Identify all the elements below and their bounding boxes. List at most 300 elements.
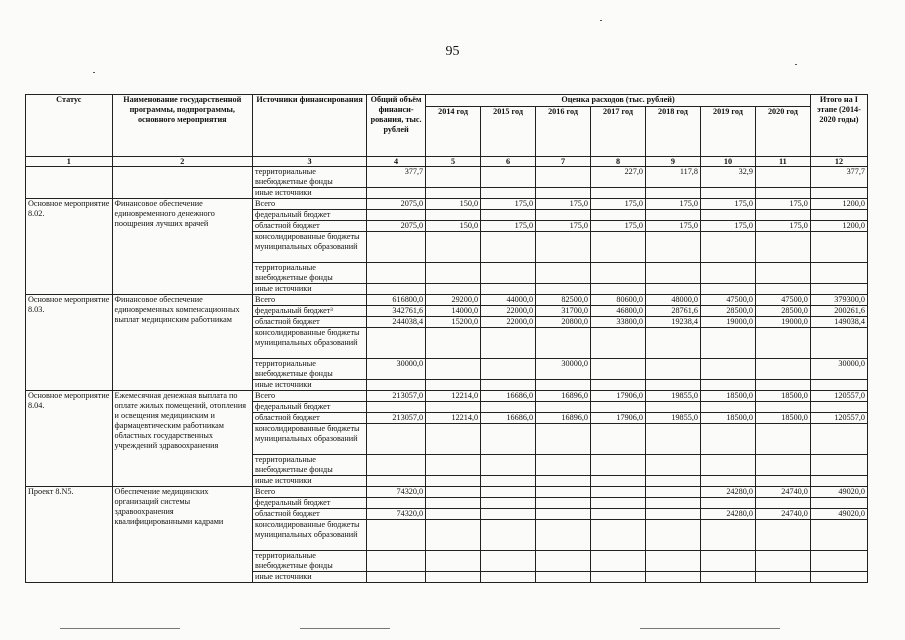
source-cell: областной бюджет [253, 509, 367, 520]
year-value-cell [645, 380, 700, 391]
year-value-cell [426, 328, 481, 359]
source-cell: консолидированные бюджеты муниципальных образований [253, 232, 367, 263]
year-value-cell [536, 188, 591, 199]
stage-total-cell: 30000,0 [810, 359, 867, 380]
year-value-cell [426, 551, 481, 572]
year-value-cell [645, 359, 700, 380]
year-value-cell [481, 328, 536, 359]
year-value-cell [481, 188, 536, 199]
stage-total-cell [810, 572, 867, 583]
year-value-cell: 175,0 [591, 199, 646, 210]
stage-total-cell: 49020,0 [810, 487, 867, 498]
year-value-cell [700, 424, 755, 455]
year-value-cell [700, 520, 755, 551]
source-cell: федеральный бюджет [253, 498, 367, 509]
year-value-cell [591, 424, 646, 455]
year-value-cell [426, 188, 481, 199]
year-value-cell [426, 476, 481, 487]
year-value-cell [591, 520, 646, 551]
year-value-cell: 227,0 [591, 167, 646, 188]
year-value-cell [591, 455, 646, 476]
year-value-cell: 24280,0 [700, 509, 755, 520]
year-value-cell: 44000,0 [481, 295, 536, 306]
year-value-cell: 28500,0 [755, 306, 810, 317]
total-value-cell: 2075,0 [367, 199, 426, 210]
year-value-cell [481, 509, 536, 520]
year-value-cell [426, 210, 481, 221]
year-value-cell [645, 402, 700, 413]
year-value-cell: 18500,0 [700, 391, 755, 402]
year-value-cell [481, 232, 536, 263]
year-value-cell: 82500,0 [536, 295, 591, 306]
table-row [26, 487, 868, 498]
year-value-cell [536, 380, 591, 391]
col-number: 1 [26, 157, 113, 167]
year-value-cell: 16896,0 [536, 391, 591, 402]
total-value-cell [367, 328, 426, 359]
name-cell [112, 167, 253, 199]
total-value-cell [367, 188, 426, 199]
year-value-cell [645, 188, 700, 199]
col-number: 8 [591, 157, 646, 167]
year-value-cell: 19855,0 [645, 413, 700, 424]
stage-total-cell: 377,7 [810, 167, 867, 188]
col-number: 5 [426, 157, 481, 167]
stage-total-cell [810, 551, 867, 572]
year-value-cell: 175,0 [536, 199, 591, 210]
source-cell: иные источники [253, 188, 367, 199]
scan-artifact [600, 20, 602, 21]
year-value-cell [645, 424, 700, 455]
year-value-cell [481, 572, 536, 583]
total-value-cell: 244038,4 [367, 317, 426, 328]
year-value-cell [426, 402, 481, 413]
year-value-cell: 29200,0 [426, 295, 481, 306]
stage-total-cell [810, 188, 867, 199]
col-number: 12 [810, 157, 867, 167]
header-year: 2018 год [645, 107, 700, 157]
year-value-cell [591, 284, 646, 295]
year-value-cell [700, 551, 755, 572]
year-value-cell [700, 188, 755, 199]
column-number-row [26, 157, 868, 167]
year-value-cell [755, 380, 810, 391]
scan-artifact [60, 628, 180, 629]
year-value-cell [536, 328, 591, 359]
stage-total-cell [810, 498, 867, 509]
year-value-cell: 22000,0 [481, 317, 536, 328]
year-value-cell [755, 455, 810, 476]
stage-total-cell [810, 328, 867, 359]
header-total: Общий объём финанси-рования, тыс. рублей [367, 95, 426, 157]
year-value-cell [426, 455, 481, 476]
page-number: 95 [445, 44, 460, 59]
year-value-cell [536, 572, 591, 583]
year-value-cell [591, 232, 646, 263]
source-cell: Всего [253, 487, 367, 498]
source-cell: областной бюджет [253, 317, 367, 328]
stage-total-cell: 200261,6 [810, 306, 867, 317]
table-row [26, 295, 868, 306]
year-value-cell [755, 359, 810, 380]
year-value-cell [700, 328, 755, 359]
year-value-cell [536, 520, 591, 551]
year-value-cell [536, 455, 591, 476]
status-cell [26, 167, 113, 199]
stage-total-cell: 49020,0 [810, 509, 867, 520]
year-value-cell: 14000,0 [426, 306, 481, 317]
year-value-cell [755, 167, 810, 188]
stage-total-cell: 120557,0 [810, 413, 867, 424]
col-number: 10 [700, 157, 755, 167]
year-value-cell [700, 498, 755, 509]
year-value-cell [591, 572, 646, 583]
name-cell: Финансовое обеспечение единовременных компенсационных выплат медицинским работникам [112, 295, 253, 391]
source-cell: территориальные внебюджетные фонды [253, 551, 367, 572]
stage-total-cell: 1200,0 [810, 221, 867, 232]
year-value-cell [536, 263, 591, 284]
year-value-cell [700, 232, 755, 263]
source-cell: иные источники [253, 284, 367, 295]
year-value-cell: 175,0 [591, 221, 646, 232]
header-sources: Источники финансирования [253, 95, 367, 157]
year-value-cell: 16686,0 [481, 391, 536, 402]
table-body [26, 167, 868, 583]
year-value-cell: 20800,0 [536, 317, 591, 328]
total-value-cell: 2075,0 [367, 221, 426, 232]
source-cell: федеральный бюджет [253, 210, 367, 221]
source-cell: консолидированные бюджеты муниципальных образований [253, 424, 367, 455]
year-value-cell [536, 498, 591, 509]
total-value-cell [367, 402, 426, 413]
stage-total-cell [810, 284, 867, 295]
year-value-cell [536, 551, 591, 572]
year-value-cell [700, 380, 755, 391]
year-value-cell [645, 487, 700, 498]
source-cell: областной бюджет [253, 221, 367, 232]
year-value-cell: 46800,0 [591, 306, 646, 317]
stage-total-cell [810, 210, 867, 221]
year-value-cell: 175,0 [481, 221, 536, 232]
year-value-cell [645, 232, 700, 263]
year-value-cell: 18500,0 [755, 391, 810, 402]
year-value-cell [645, 210, 700, 221]
year-value-cell [536, 487, 591, 498]
year-value-cell [700, 284, 755, 295]
year-value-cell [536, 509, 591, 520]
year-value-cell [755, 210, 810, 221]
year-value-cell: 48000,0 [645, 295, 700, 306]
col-number: 9 [645, 157, 700, 167]
stage-total-cell [810, 232, 867, 263]
total-value-cell [367, 476, 426, 487]
year-value-cell: 175,0 [700, 199, 755, 210]
source-cell: территориальные внебюджетные фонды [253, 359, 367, 380]
year-value-cell: 175,0 [481, 199, 536, 210]
year-value-cell [645, 328, 700, 359]
source-cell: консолидированные бюджеты муниципальных образований [253, 328, 367, 359]
header-year: 2015 год [481, 107, 536, 157]
year-value-cell [591, 188, 646, 199]
source-cell: территориальные внебюджетные фонды [253, 455, 367, 476]
year-value-cell [755, 188, 810, 199]
year-value-cell [700, 263, 755, 284]
scan-artifact [300, 628, 390, 629]
year-value-cell [536, 424, 591, 455]
year-value-cell: 18500,0 [700, 413, 755, 424]
year-value-cell: 175,0 [700, 221, 755, 232]
year-value-cell [426, 487, 481, 498]
year-value-cell [481, 520, 536, 551]
year-value-cell [755, 551, 810, 572]
total-value-cell [367, 284, 426, 295]
source-cell: Всего [253, 391, 367, 402]
stage-total-cell [810, 520, 867, 551]
header-year: 2019 год [700, 107, 755, 157]
year-value-cell [426, 232, 481, 263]
year-value-cell [481, 167, 536, 188]
year-value-cell: 175,0 [755, 199, 810, 210]
year-value-cell: 19238,4 [645, 317, 700, 328]
stage-total-cell: 1200,0 [810, 199, 867, 210]
header-year: 2017 год [591, 107, 646, 157]
year-value-cell [591, 509, 646, 520]
year-value-cell [591, 402, 646, 413]
year-value-cell [755, 232, 810, 263]
total-value-cell: 342761,6 [367, 306, 426, 317]
scan-artifact [795, 64, 797, 65]
year-value-cell [591, 359, 646, 380]
table-row [26, 167, 868, 188]
year-value-cell [591, 498, 646, 509]
year-value-cell [700, 359, 755, 380]
year-value-cell [700, 476, 755, 487]
year-value-cell: 19855,0 [645, 391, 700, 402]
year-value-cell [700, 210, 755, 221]
source-cell: Всего [253, 295, 367, 306]
year-value-cell [481, 424, 536, 455]
total-value-cell: 74320,0 [367, 509, 426, 520]
year-value-cell [426, 167, 481, 188]
year-value-cell [591, 328, 646, 359]
total-value-cell [367, 210, 426, 221]
year-value-cell [755, 476, 810, 487]
year-value-cell: 30000,0 [536, 359, 591, 380]
col-number: 7 [536, 157, 591, 167]
scan-artifact [640, 628, 780, 629]
year-value-cell [536, 232, 591, 263]
stage-total-cell: 149038,4 [810, 317, 867, 328]
header-year: 2016 год [536, 107, 591, 157]
year-value-cell [481, 263, 536, 284]
year-value-cell: 16896,0 [536, 413, 591, 424]
year-value-cell: 28761,6 [645, 306, 700, 317]
source-cell: областной бюджет [253, 413, 367, 424]
status-cell: Основное мероприятие 8.03. [26, 295, 113, 391]
total-value-cell: 30000,0 [367, 359, 426, 380]
total-value-cell: 213057,0 [367, 413, 426, 424]
year-value-cell: 150,0 [426, 221, 481, 232]
year-value-cell: 150,0 [426, 199, 481, 210]
year-value-cell [536, 476, 591, 487]
year-value-cell [700, 402, 755, 413]
total-value-cell [367, 572, 426, 583]
year-value-cell [481, 284, 536, 295]
year-value-cell [536, 210, 591, 221]
year-value-cell [426, 509, 481, 520]
year-value-cell [645, 509, 700, 520]
year-value-cell [645, 455, 700, 476]
col-number: 3 [253, 157, 367, 167]
header-stage-total: Итого на I этапе (2014-2020 годы) [810, 95, 867, 157]
stage-total-cell [810, 455, 867, 476]
year-value-cell: 12214,0 [426, 413, 481, 424]
year-value-cell [645, 284, 700, 295]
total-value-cell: 377,7 [367, 167, 426, 188]
header-year: 2014 год [426, 107, 481, 157]
stage-total-cell [810, 263, 867, 284]
source-cell: консолидированные бюджеты муниципальных образований [253, 520, 367, 551]
year-value-cell: 117,8 [645, 167, 700, 188]
stage-total-cell [810, 402, 867, 413]
source-cell: федеральный бюджет³ [253, 306, 367, 317]
stage-total-cell [810, 476, 867, 487]
total-value-cell: 213057,0 [367, 391, 426, 402]
source-cell: Всего [253, 199, 367, 210]
stage-total-cell [810, 424, 867, 455]
scan-artifact [93, 72, 95, 73]
year-value-cell [426, 424, 481, 455]
year-value-cell [755, 402, 810, 413]
year-value-cell [755, 263, 810, 284]
year-value-cell [481, 380, 536, 391]
table-header [26, 95, 868, 167]
source-cell: иные источники [253, 380, 367, 391]
year-value-cell: 33800,0 [591, 317, 646, 328]
expenditure-table [25, 94, 868, 583]
header-year: 2020 год [755, 107, 810, 157]
stage-total-cell [810, 380, 867, 391]
year-value-cell [645, 572, 700, 583]
year-value-cell [645, 476, 700, 487]
year-value-cell [536, 167, 591, 188]
year-value-cell [591, 263, 646, 284]
source-cell: федеральный бюджет [253, 402, 367, 413]
header-status: Статус [26, 95, 113, 157]
source-cell: иные источники [253, 572, 367, 583]
year-value-cell [481, 210, 536, 221]
year-value-cell: 175,0 [645, 221, 700, 232]
year-value-cell: 18500,0 [755, 413, 810, 424]
year-value-cell: 32,9 [700, 167, 755, 188]
year-value-cell: 17906,0 [591, 391, 646, 402]
year-value-cell [645, 520, 700, 551]
name-cell: Финансовое обеспечение единовременного денежного поощрения лучших врачей [112, 199, 253, 295]
year-value-cell: 22000,0 [481, 306, 536, 317]
total-value-cell [367, 424, 426, 455]
year-value-cell [591, 210, 646, 221]
year-value-cell [481, 476, 536, 487]
total-value-cell [367, 232, 426, 263]
year-value-cell [481, 487, 536, 498]
total-value-cell [367, 520, 426, 551]
stage-total-cell: 120557,0 [810, 391, 867, 402]
year-value-cell: 175,0 [755, 221, 810, 232]
year-value-cell [755, 572, 810, 583]
year-value-cell: 47500,0 [700, 295, 755, 306]
total-value-cell [367, 263, 426, 284]
year-value-cell: 175,0 [536, 221, 591, 232]
year-value-cell [755, 328, 810, 359]
year-value-cell [426, 380, 481, 391]
total-value-cell [367, 551, 426, 572]
header-estimate: Оценка расходов (тыс. рублей) [426, 95, 811, 107]
year-value-cell: 28500,0 [700, 306, 755, 317]
year-value-cell [481, 402, 536, 413]
year-value-cell [426, 572, 481, 583]
col-number: 6 [481, 157, 536, 167]
source-cell: территориальные внебюджетные фонды [253, 167, 367, 188]
stage-total-cell: 379300,0 [810, 295, 867, 306]
year-value-cell [426, 263, 481, 284]
year-value-cell [591, 380, 646, 391]
year-value-cell [755, 424, 810, 455]
col-number: 2 [112, 157, 253, 167]
year-value-cell: 47500,0 [755, 295, 810, 306]
year-value-cell: 19000,0 [755, 317, 810, 328]
status-cell: Проект 8.N5. [26, 487, 113, 583]
year-value-cell [481, 359, 536, 380]
total-value-cell: 616800,0 [367, 295, 426, 306]
total-value-cell [367, 498, 426, 509]
year-value-cell [645, 263, 700, 284]
year-value-cell [481, 498, 536, 509]
year-value-cell [481, 551, 536, 572]
year-value-cell: 12214,0 [426, 391, 481, 402]
year-value-cell: 24280,0 [700, 487, 755, 498]
year-value-cell: 24740,0 [755, 487, 810, 498]
year-value-cell: 19000,0 [700, 317, 755, 328]
total-value-cell: 74320,0 [367, 487, 426, 498]
col-number: 11 [755, 157, 810, 167]
year-value-cell [755, 498, 810, 509]
col-number: 4 [367, 157, 426, 167]
year-value-cell: 17906,0 [591, 413, 646, 424]
source-cell: территориальные внебюджетные фонды [253, 263, 367, 284]
status-cell: Основное мероприятие 8.04. [26, 391, 113, 487]
year-value-cell [426, 284, 481, 295]
year-value-cell [645, 551, 700, 572]
table-row [26, 391, 868, 402]
year-value-cell [700, 455, 755, 476]
year-value-cell [591, 476, 646, 487]
year-value-cell [426, 498, 481, 509]
year-value-cell [755, 520, 810, 551]
name-cell: Ежемесячная денежная выплата по оплате жилых помещений, отопления и освещения медицинским и фармацевтическим работникам областных государственных учреждений здравоохранения [112, 391, 253, 487]
total-value-cell [367, 380, 426, 391]
status-cell: Основное мероприятие 8.02. [26, 199, 113, 295]
year-value-cell: 15200,0 [426, 317, 481, 328]
source-cell: иные источники [253, 476, 367, 487]
year-value-cell: 31700,0 [536, 306, 591, 317]
year-value-cell [426, 359, 481, 380]
year-value-cell [481, 455, 536, 476]
year-value-cell: 16686,0 [481, 413, 536, 424]
year-value-cell [426, 520, 481, 551]
year-value-cell: 80600,0 [591, 295, 646, 306]
year-value-cell: 175,0 [645, 199, 700, 210]
year-value-cell [536, 402, 591, 413]
